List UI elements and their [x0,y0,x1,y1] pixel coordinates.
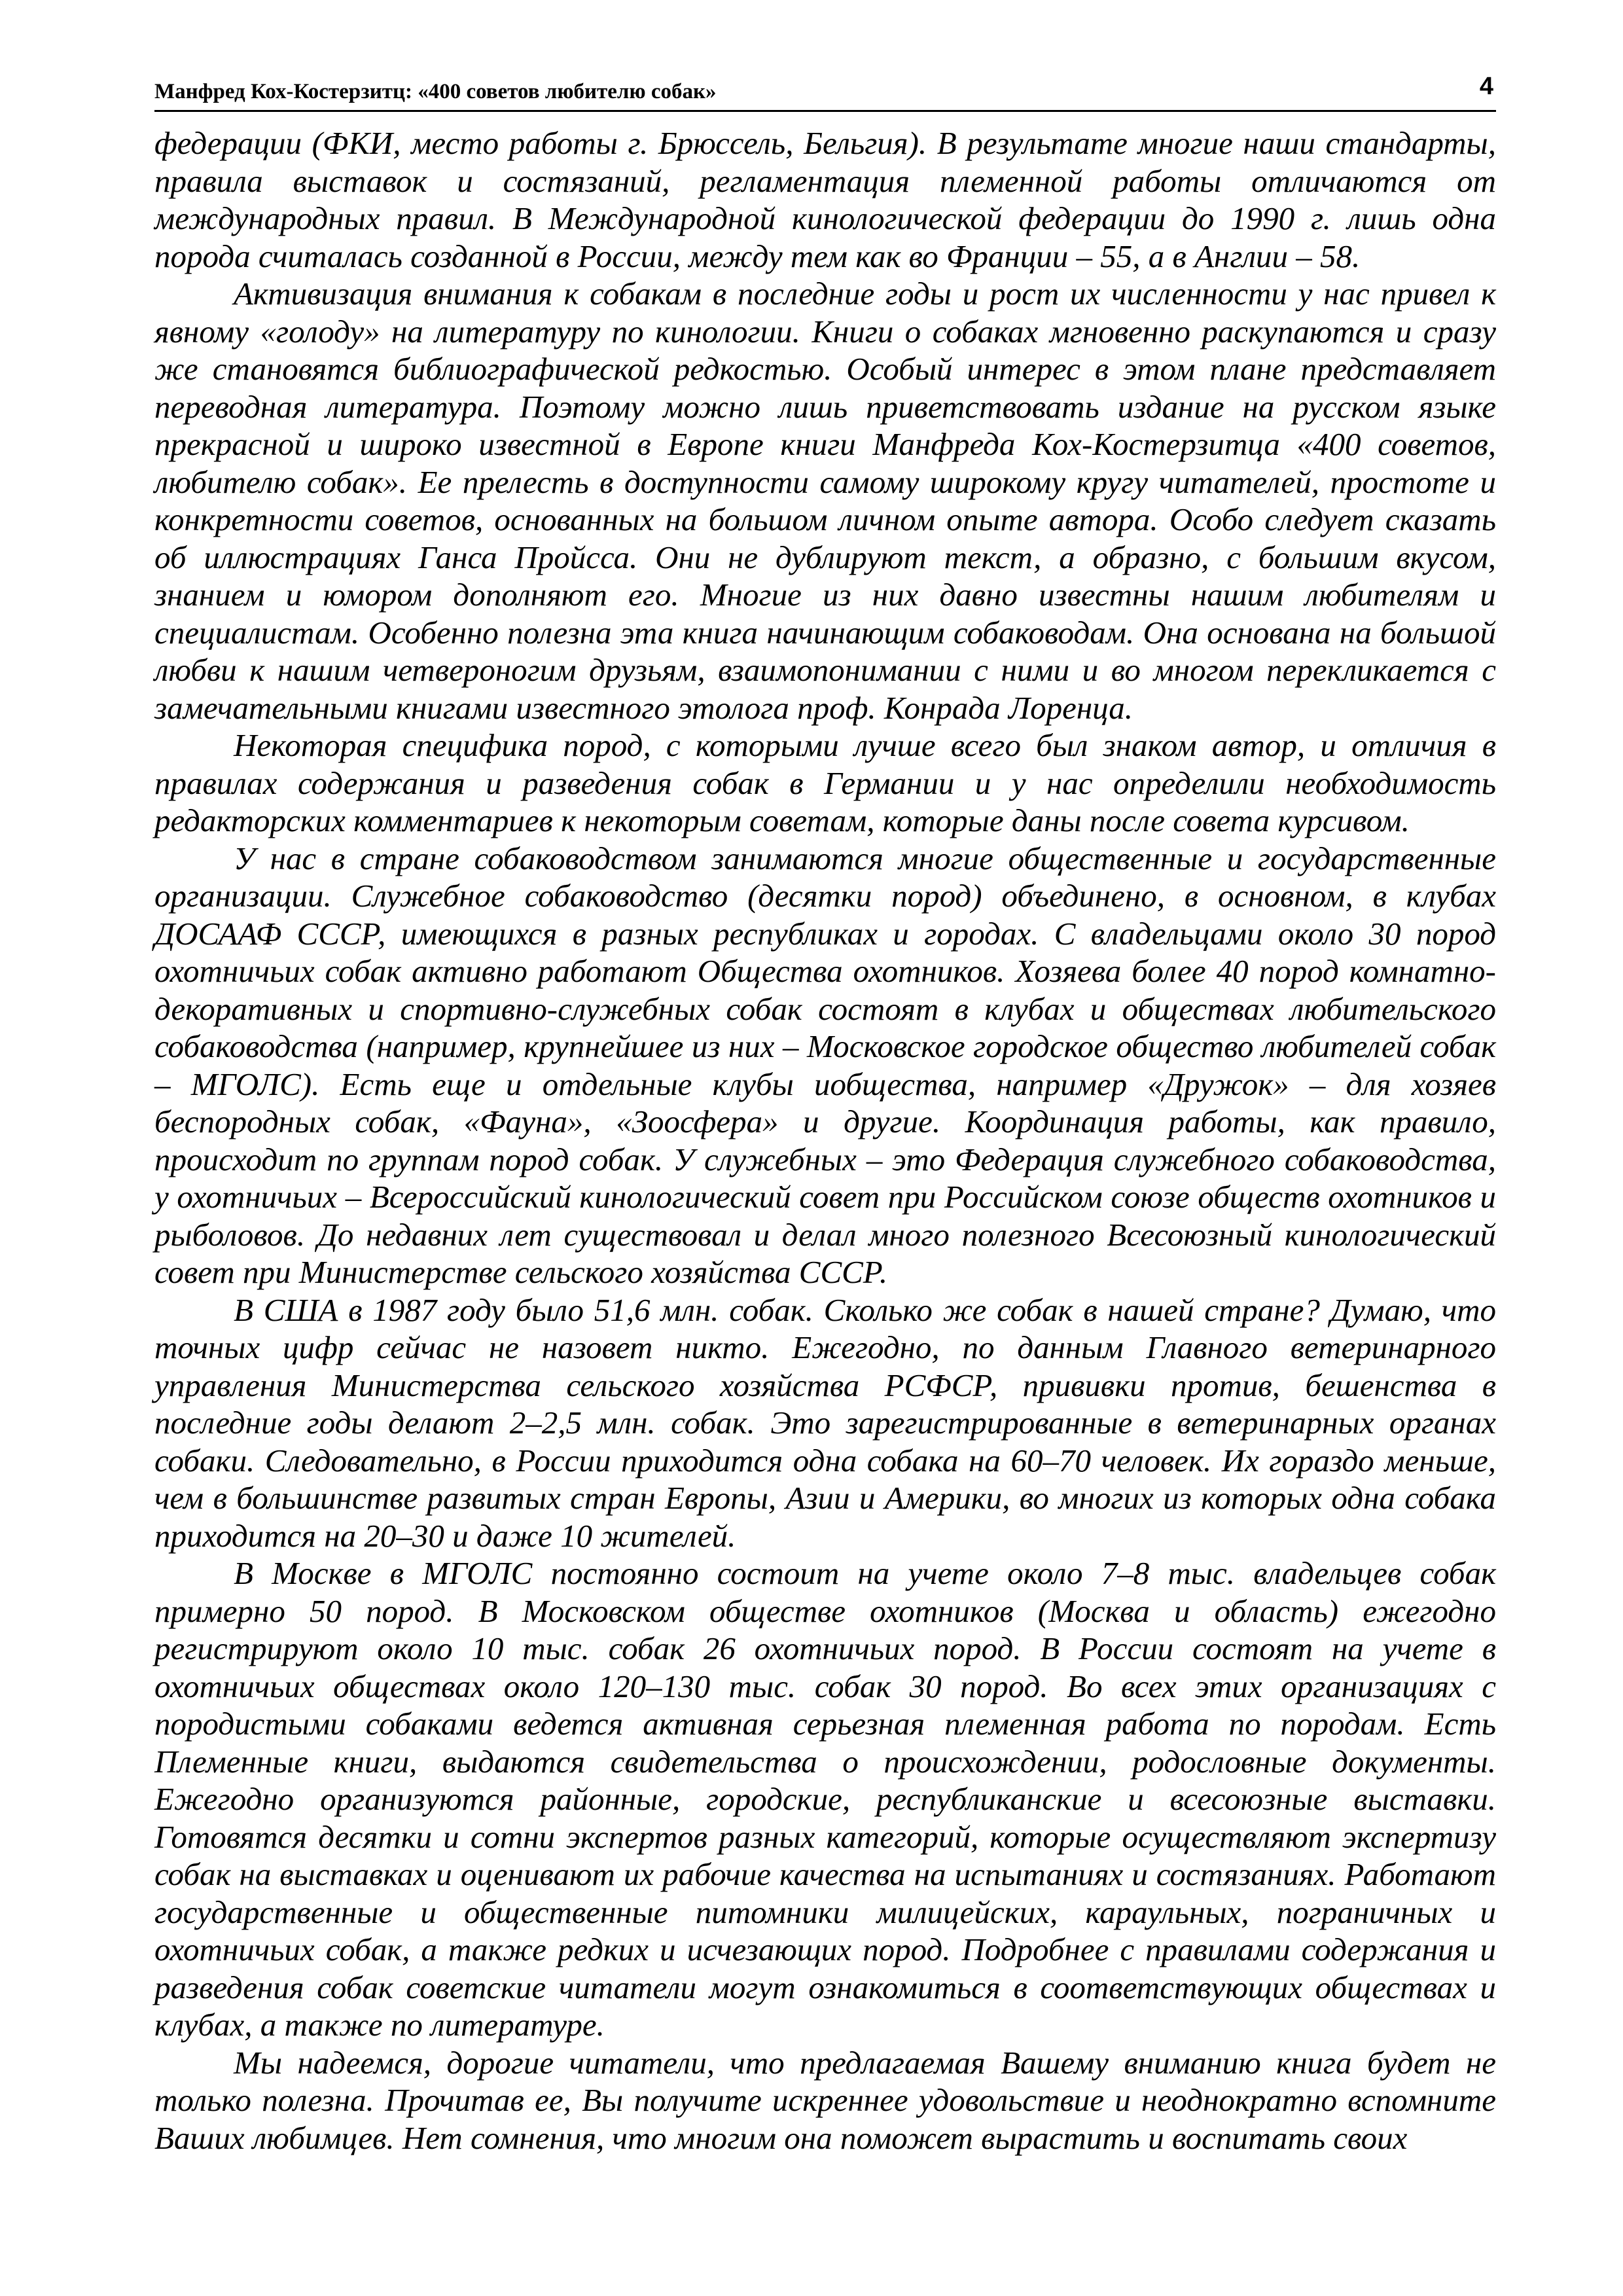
paragraph: Мы надеемся, дорогие читатели, что предлагаемая Вашему вниманию книга будет не только полезна. Прочитав ее, Вы получите искреннее удовольствие и неоднократно вспомните Ваших любимцев. Нет сомнения, что многим она поможет вырастить и воспитать своих [154,2044,1496,2156]
main-text [154,124,1496,2157]
paragraph: В США в 1987 году было 51,6 млн. собак. Сколько же собак в нашей стране? Думаю, что точных цифр сейчас не назовет никто. Ежегодно, по данным Главного ветеринарного управления Министерства сельского хозяйства РСФСР, прививки против, бешенства в последние годы делают 2–2,5 млн. собак. Это зарегистрированные в ветеринарных органах собаки. Следовательно, в России приходится одна собака на 60–70 человек. Их гораздо меньше, чем в большинстве развитых стран Европы, Азии и Америки, во многих из которых одна собака приходится на 20–30 и даже 10 жителей. [154,1291,1496,1554]
paragraph: В Москве в МГОЛС постоянно состоит на учете около 7–8 тыс. владельцев собак примерно 50 пород. В Московском обществе охотников (Москва и область) ежегодно регистрируют около 10 тыс. собак 26 охотничьих пород. В России состоят на учете в охотничьих обществах около 120–130 тыс. собак 30 пород. Во всех этих организациях с породистыми собаками ведется активная серьезная племенная работа по породам. Есть Племенные книги, выдаются свидетельства о происхождении, родословные документы. Ежегодно организуются районные, городские, республиканские и всесоюзные выставки. Готовятся десятки и сотни экспертов разных категорий, которые осуществляют экспертизу собак на выставках и оценивают их рабочие качества на испытаниях и состязаниях. Работают государственные и общественные питомники милицейских, караульных, пограничных и охотничьих собак, а также редких и исчезающих пород. Подробнее с правилами содержания и разведения собак советские читатели могут ознакомиться в соответствующих обществах и клубах, а также по литературе. [154,1555,1496,2043]
paragraph-continuation: федерации (ФКИ, место работы г. Брюссель, Бельгия). В результате многие наши стандарты, правила выставок и состязаний, регламентация племенной работы отличаются от международных правил. В Международной кинологической федерации до 1990 г. лишь одна порода считалась созданной в России, между тем как во Франции – 55, а в Англии – 58. [154,125,1496,274]
paragraph: У нас в стране собаководством занимаются многие общественные и государственные организации. Служебное собаководство (десятки пород) объединено, в основном, в клубах ДОСААФ СССР, имеющихся в разных республиках и городах. С владельцами около 30 пород охотничьих собак активно работают Общества охотников. Хозяева более 40 пород комнатно-декоративных и спортивно-служебных собак состоят в клубах и обществах любительского собаководства (например, крупнейшее из них – Московское городское общество любителей собак – МГОЛС). Есть еще и отдельные клубы иобщества, например «Дружок» – для хозяев беспородных собак, «Фауна», «Зоосфера» и другие. Координация работы, как правило, происходит по группам пород собак. У служебных – это Федерация служебного собаководства, у охотничьих – Всероссийский кинологический совет при Российском союзе обществ охотников и рыболовов. До недавних лет существовал и делал много полезного Всесоюзный кинологический совет при Министерстве сельского хозяйства СССР. [154,840,1496,1290]
paragraph: Некоторая специфика пород, с которыми лучше всего был знаком автор, и отличия в правилах содержания и разведения собак в Германии и у нас определили необходимость редакторских комментариев к некоторым советам, которые даны после совета курсивом. [154,727,1496,838]
running-header-title: Манфред Кох-Костерзитц: «400 советов любителю собак» [154,80,717,103]
page-number: 4 [1479,73,1493,100]
page-header [154,73,1496,112]
paragraph: Активизация внимания к собакам в последние годы и рост их численности у нас привел к явному «голоду» на литературу по кинологии. Книги о собаках мгновенно раскупаются и сразу же становятся библиографической редкостью. Особый интерес в этом плане представляет переводная литература. Поэтому можно лишь приветствовать издание на русском языке прекрасной и широко известной в Европе книги Манфреда Кох-Костерзитца «400 советов, любителю собак». Ее прелесть в доступности самому широкому кругу читателей, простоте и конкретности советов, основанных на большом личном опыте автора. Особо следует сказать об иллюстрациях Ганса Пройсса. Они не дублируют текст, а образно, с большим вкусом, знанием и юмором дополняют его. Многие из них давно известны нашим любителям и специалистам. Особенно полезна эта книга начинающим собаководам. Она основана на большой любви к нашим четвероногим друзьям, взаимопонимании с ними и во многом перекликается с замечательными книгами известного этолога проф. Конрада Лоренца. [154,276,1496,726]
